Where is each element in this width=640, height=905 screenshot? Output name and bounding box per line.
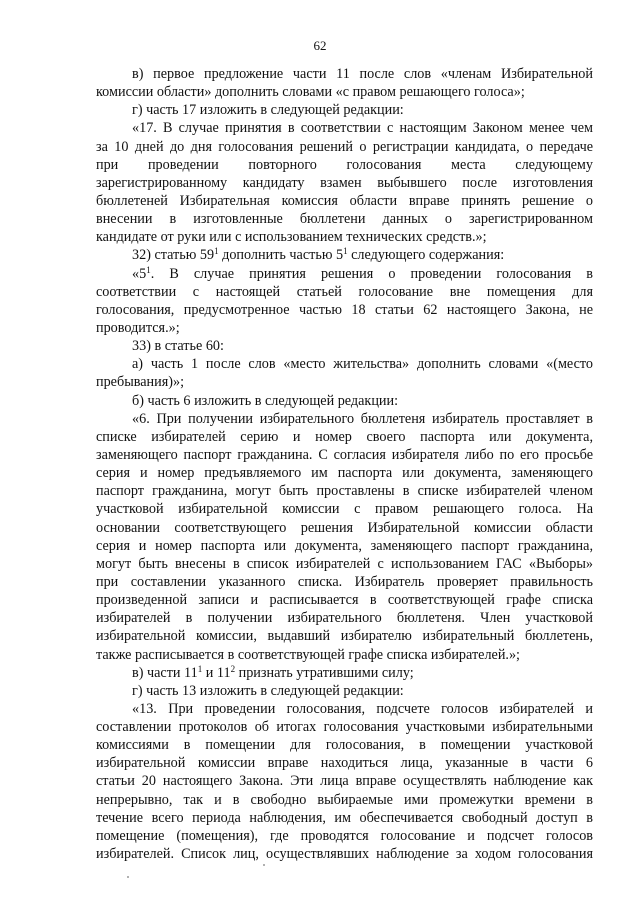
text-span: основании соответствующего решения Избирательной комиссии области: [96, 519, 593, 536]
text-span: избирательной комиссии вправе находиться лица, указанные в части 6: [96, 755, 593, 772]
text-span: комиссии области» дополнить словами «с правом решающего голоса»;: [96, 84, 525, 101]
text-line: [96, 682, 593, 700]
text-line: [96, 355, 593, 373]
text-span: г) часть 17 изложить в следующей редакции:: [132, 102, 404, 119]
text-span: также расписывается в соответствующей графе списка избирателей.»;: [96, 646, 520, 663]
text-span: дополнить частью 5: [218, 247, 344, 264]
text-span: следующего содержания:: [347, 247, 505, 264]
scan-speck: [263, 864, 265, 866]
text-line: [96, 156, 593, 174]
text-span: 33) в статье 60:: [132, 338, 224, 355]
text-line: [96, 591, 593, 609]
text-line: [96, 319, 593, 337]
text-span: соответствии с настоящей статьей голосование вне помещения для: [96, 283, 593, 300]
text-line: [96, 392, 593, 410]
text-line: [96, 500, 593, 518]
text-span: голосования, предусмотренное частью 18 статьи 62 настоящего Закона, не: [96, 301, 593, 318]
text-span: паспорт гражданина, могут быть проставлены в списке избирателей членом: [96, 483, 593, 500]
superscript: 2: [230, 663, 236, 674]
text-line: [96, 627, 593, 645]
text-span: при составлении указанного списка. Избиратель проверяет правильность: [96, 573, 593, 590]
text-line: [96, 301, 593, 319]
text-span: б) часть 6 изложить в следующей редакции:: [132, 392, 399, 409]
text-line: [96, 827, 593, 845]
text-line: [96, 555, 593, 573]
text-line: [96, 83, 593, 101]
text-span: г) часть 13 изложить в следующей редакции:: [132, 682, 404, 699]
text-span: в) первое предложение части 11 после слов «членам Избирательной: [132, 66, 593, 82]
text-line: [96, 573, 593, 591]
text-line: [96, 246, 593, 264]
text-span: . В случае принятия решения о проведении голосования в: [150, 265, 593, 282]
text-line: [96, 609, 593, 627]
text-span: 32) статью 59: [132, 247, 215, 264]
text-span: «13. При проведении голосования, подсчете голосов избирателей и: [132, 700, 593, 717]
text-span: участковой избирательной комиссии с правом решающего голоса. На: [96, 501, 593, 518]
text-span: кандидате от руки или с использованием технических средств.»;: [96, 229, 487, 246]
text-span: комиссиями в помещении для голосования, в помещении участковой: [96, 737, 593, 754]
page-number: 62: [313, 38, 327, 53]
text-line: [96, 646, 593, 664]
text-span: серия и номер паспорта или документа, заменяющего паспорт гражданина,: [96, 537, 593, 554]
text-span: статьи 20 настоящего Закона. Эти лица вправе осуществлять наблюдение как: [96, 773, 593, 790]
text-line: [96, 754, 593, 772]
text-span: течение всего периода наблюдения, им обеспечивается свободный доступ в: [96, 809, 593, 826]
text-span: избирателей. Список лиц, осуществлявших наблюдение за ходом голосования: [96, 846, 593, 863]
text-span: помещение (помещения), где проводятся голосование и подсчет голосов: [96, 827, 593, 844]
text-span: и 11: [202, 664, 231, 681]
text-line: [96, 138, 593, 156]
text-span: «6. При получении избирательного бюллетеня избиратель проставляет в: [132, 410, 593, 427]
text-line: [96, 373, 593, 391]
text-span: а) часть 1 после слов «место жительства» дополнить словами «(место: [132, 356, 593, 373]
text-span: непрерывно, так и в свободно выбираемые ими промежутки времени в: [96, 791, 593, 808]
text-span: внесении в изготовленные бюллетени данных о зарегистрированном: [96, 211, 593, 228]
text-line: [96, 265, 593, 283]
text-line: [96, 845, 593, 863]
scan-speck: [127, 876, 129, 878]
text-line: [96, 736, 593, 754]
text-span: «5: [132, 265, 147, 282]
text-line: [96, 65, 593, 83]
text-line: [96, 337, 593, 355]
text-span: «17. В случае принятия в соответствии с настоящим Законом менее чем: [132, 120, 593, 137]
text-span: пребывания)»;: [96, 374, 185, 391]
text-span: избирателей в получении избирательного бюллетеня. Член участковой: [96, 610, 593, 627]
text-line: [96, 210, 593, 228]
text-span: серия и номер предъявляемого им паспорта или документа, заменяющего: [96, 465, 593, 482]
text-span: списке избирателей серию и номер своего паспорта или документа,: [96, 428, 593, 445]
text-line: [96, 482, 593, 500]
text-line: [96, 119, 593, 137]
text-line: [96, 772, 593, 790]
text-line: [96, 446, 593, 464]
superscript: 1: [146, 264, 151, 275]
superscript: 1: [197, 663, 203, 674]
text-span: проводится.»;: [96, 319, 180, 336]
superscript: 1: [214, 246, 219, 257]
text-line: [96, 228, 593, 246]
text-line: [96, 519, 593, 537]
text-line: [96, 664, 593, 682]
text-line: [96, 791, 593, 809]
text-line: [96, 428, 593, 446]
text-line: [96, 101, 593, 119]
text-span: заменяющего паспорт гражданина. С согласия избирателя либо по его просьбе: [96, 446, 593, 463]
text-line: [96, 174, 593, 192]
text-line: [96, 718, 593, 736]
text-span: могут быть внесены в список избирателей с использованием ГАС «Выборы»: [96, 555, 593, 572]
text-span: бюллетеней Избирательная комиссия области вправе принять решение о: [96, 192, 593, 209]
text-span: произведенной записи и расписывается в соответствующей графе списка: [96, 592, 593, 609]
superscript: 1: [343, 246, 348, 257]
text-span: составлении протоколов об итогах голосования участковыми избирательными: [96, 719, 593, 736]
text-line: [96, 809, 593, 827]
text-span: за 10 дней до дня голосования решений о регистрации кандидата, о передаче: [96, 138, 593, 155]
text-span: признать утратившими силу;: [235, 664, 414, 681]
text-line: [96, 410, 593, 428]
text-line: [96, 192, 593, 210]
text-span: избирательной комиссии, выдавший избирателю избирательный бюллетень,: [96, 628, 593, 645]
text-span: зарегистрированному кандидату взамен выбывшего после изготовления: [96, 174, 593, 191]
text-line: [96, 464, 593, 482]
text-line: [96, 700, 593, 718]
text-line: [96, 537, 593, 555]
body-text: [96, 65, 593, 863]
text-line: [96, 283, 593, 301]
text-span: при проведении повторного голосования места следующему: [96, 156, 593, 173]
text-span: в) части 11: [132, 664, 198, 681]
